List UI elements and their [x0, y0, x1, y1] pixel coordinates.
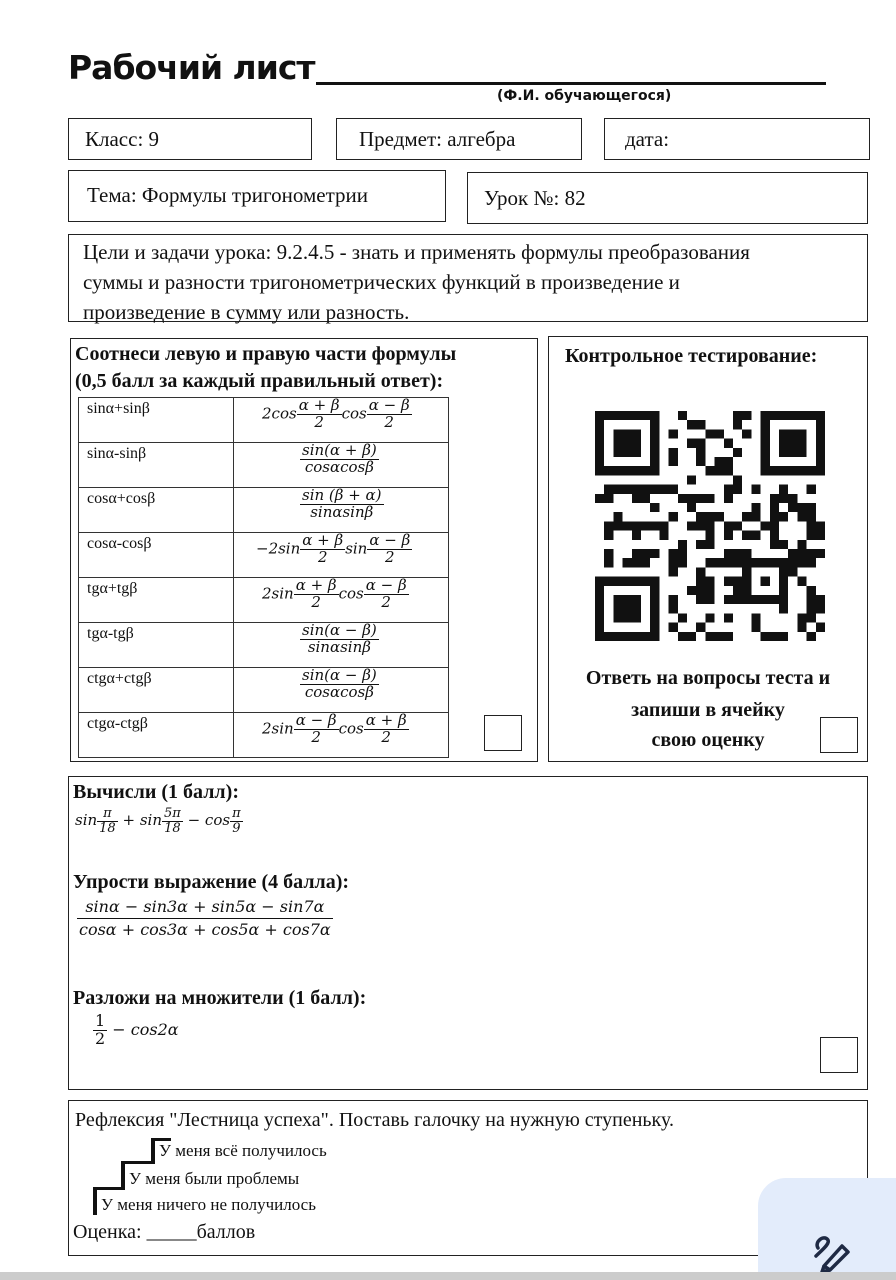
matching-right-cell [234, 713, 449, 758]
tasks-box [68, 776, 868, 1090]
simplify-denominator: cosα + cos3α + cos5α + cos7α [79, 919, 331, 939]
matching-right-cell [234, 533, 449, 578]
goals-line-2: суммы и разности тригонометрических функций в произведение и [83, 270, 680, 294]
right-frac-2 [367, 533, 412, 566]
reflection-step-1[interactable]: У меня всё получилось [159, 1141, 327, 1160]
right-frac-2-num: α − β [368, 396, 410, 414]
right-frac-2-den: 2 [384, 412, 394, 431]
right-denominator: cosαcosβ [304, 457, 374, 476]
right-frac-1-num: α + β [298, 396, 340, 414]
compute-frac-2-den: 18 [164, 820, 181, 836]
lesson-box [467, 172, 868, 224]
subject-label: Предмет: алгебра [359, 127, 516, 151]
matching-right-cell [234, 623, 449, 668]
matching-right-cell [234, 578, 449, 623]
date-label: дата: [625, 127, 670, 151]
right-prefix: 2sin [262, 584, 294, 603]
compute-op-1: + sin [122, 811, 162, 830]
matching-right-cell [234, 488, 449, 533]
compute-expression [75, 807, 243, 835]
grade-label: Оценка: _____баллов [73, 1221, 256, 1243]
factor-fraction [93, 1013, 107, 1048]
right-frac-1-num: α − β [295, 711, 337, 729]
right-frac-2 [367, 398, 412, 431]
goals-box [68, 234, 868, 322]
right-frac-2-den: 2 [385, 547, 395, 566]
factor-frac-den: 2 [95, 1028, 106, 1048]
class-label: Класс: 9 [85, 127, 160, 151]
right-prefix: −2sin [256, 539, 301, 558]
matching-row [79, 443, 449, 488]
qr-code-icon[interactable] [595, 408, 825, 644]
matching-right-cell [234, 668, 449, 713]
compute-frac-1 [97, 807, 118, 835]
right-frac-2-num: α − β [365, 576, 407, 594]
matching-left-cell: ctgα+ctgβ [79, 668, 234, 713]
bottom-scroll-bar [0, 1272, 896, 1280]
matching-subtitle: (0,5 балл за каждый правильный ответ): [75, 370, 444, 392]
reflection-step-2[interactable]: У меня были проблемы [129, 1169, 300, 1188]
simplify-fraction [77, 897, 333, 942]
lesson-label: Урок №: 82 [484, 186, 586, 210]
compute-frac-3-den: 9 [232, 820, 241, 836]
matching-left-cell: sinα-sinβ [79, 443, 234, 488]
right-denominator: sinαsinβ [307, 637, 371, 656]
matching-right-cell [234, 398, 449, 443]
fio-caption: (Ф.И. обучающегося) [497, 88, 672, 104]
right-prefix: 2sin [262, 719, 294, 738]
matching-row [79, 713, 449, 758]
student-name-line [316, 82, 826, 85]
factor-rest: − cos2α [112, 1019, 179, 1039]
reflection-box [68, 1100, 868, 1256]
right-denominator: sinαsinβ [310, 502, 374, 521]
right-middle: cos [338, 584, 364, 603]
right-fraction [300, 443, 379, 476]
simplify-numerator: sinα − sin3α + sin5α − sin7α [77, 897, 333, 919]
reflection-title: Рефлексия "Лестница успеха". Поставь галочку на нужную ступеньку. [75, 1109, 674, 1131]
matching-left-cell: cosα-cosβ [79, 533, 234, 578]
goals-line-1: Цели и задачи урока: 9.2.4.5 - знать и применять формулы преобразования [83, 240, 750, 264]
right-frac-1 [294, 578, 339, 611]
matching-right-cell [234, 443, 449, 488]
right-middle: cos [341, 404, 367, 423]
control-score-checkbox[interactable] [820, 717, 858, 753]
edit-pen-icon [806, 1226, 854, 1274]
matching-row [79, 668, 449, 713]
factor-frac-num: 1 [95, 1011, 106, 1030]
matching-row [79, 398, 449, 443]
reflection-step-3[interactable]: У меня ничего не получилось [101, 1195, 316, 1214]
topic-box [68, 170, 446, 222]
right-frac-2-num: α − β [369, 531, 411, 549]
ladder-step-1-riser [151, 1138, 155, 1162]
ladder-step-2-tread [121, 1161, 155, 1164]
right-fraction [300, 668, 379, 701]
matching-title: Соотнеси левую и правую части формулы [75, 343, 457, 365]
compute-frac-3 [230, 807, 243, 835]
right-frac-1 [294, 713, 339, 746]
compute-term-1: sin [75, 811, 98, 830]
right-frac-1 [297, 398, 342, 431]
right-numerator: sin (β + α) [302, 486, 382, 504]
right-middle: cos [338, 719, 364, 738]
compute-frac-2-num: 5π [163, 806, 181, 821]
class-box [68, 118, 312, 160]
matching-left-cell: tgα+tgβ [79, 578, 234, 623]
right-frac-2 [364, 578, 409, 611]
right-fraction [300, 623, 379, 656]
matching-left-cell: tgα-tgβ [79, 623, 234, 668]
control-test-title: Контрольное тестирование: [565, 345, 818, 367]
right-frac-1 [300, 533, 345, 566]
right-numerator: sin(α − β) [302, 666, 377, 684]
factor-title: Разложи на множители (1 балл): [73, 987, 367, 1009]
right-frac-2-den: 2 [381, 592, 391, 611]
right-frac-2 [364, 713, 409, 746]
right-fraction [300, 488, 384, 521]
compute-frac-1-den: 18 [99, 820, 116, 836]
topic-label: Тема: Формулы тригонометрии [87, 183, 368, 207]
right-frac-2-num: α + β [365, 711, 407, 729]
right-frac-1-den: 2 [311, 727, 321, 746]
ladder-step-3-riser [93, 1187, 97, 1215]
simplify-expression [77, 897, 333, 942]
date-box [604, 118, 870, 160]
compute-op-2: − cos [187, 811, 231, 830]
compute-frac-3-num: π [232, 806, 241, 821]
right-frac-1-den: 2 [314, 412, 324, 431]
edit-button[interactable] [758, 1178, 896, 1280]
goals-line-3: произведение в сумму или разность. [83, 300, 410, 324]
right-frac-1-den: 2 [311, 592, 321, 611]
control-instruction-3: свою оценку [651, 729, 765, 751]
right-numerator: sin(α + β) [302, 441, 377, 459]
ladder-step-2-riser [121, 1161, 125, 1187]
compute-frac-2 [162, 807, 183, 835]
right-prefix: 2cos [262, 404, 297, 423]
simplify-title: Упрости выражение (4 балла): [73, 871, 350, 893]
right-frac-1-num: α + β [302, 531, 344, 549]
matching-row [79, 623, 449, 668]
matching-left-cell: ctgα-ctgβ [79, 713, 234, 758]
right-frac-1-num: α + β [295, 576, 337, 594]
matching-left-cell: cosα+cosβ [79, 488, 234, 533]
page-title: Рабочий лист [68, 48, 315, 87]
matching-table [78, 397, 449, 758]
right-denominator: cosαcosβ [304, 682, 374, 701]
subject-box [336, 118, 582, 160]
tasks-score-checkbox[interactable] [820, 1037, 858, 1073]
matching-left-cell: sinα+sinβ [79, 398, 234, 443]
ladder-step-3-tread [93, 1187, 125, 1190]
control-instruction-1: Ответь на вопросы теста и [585, 667, 831, 689]
right-frac-1-den: 2 [317, 547, 328, 566]
right-numerator: sin(α − β) [302, 621, 377, 639]
matching-score-checkbox[interactable] [484, 715, 522, 751]
factor-expression [93, 1013, 179, 1048]
matching-row [79, 533, 449, 578]
compute-title: Вычисли (1 балл): [73, 781, 239, 803]
control-instruction-2: запиши в ячейку [631, 699, 785, 721]
compute-frac-1-num: π [97, 807, 118, 822]
matching-row [79, 578, 449, 623]
right-frac-2-den: 2 [381, 727, 391, 746]
right-middle: sin [345, 539, 368, 558]
matching-row [79, 488, 449, 533]
